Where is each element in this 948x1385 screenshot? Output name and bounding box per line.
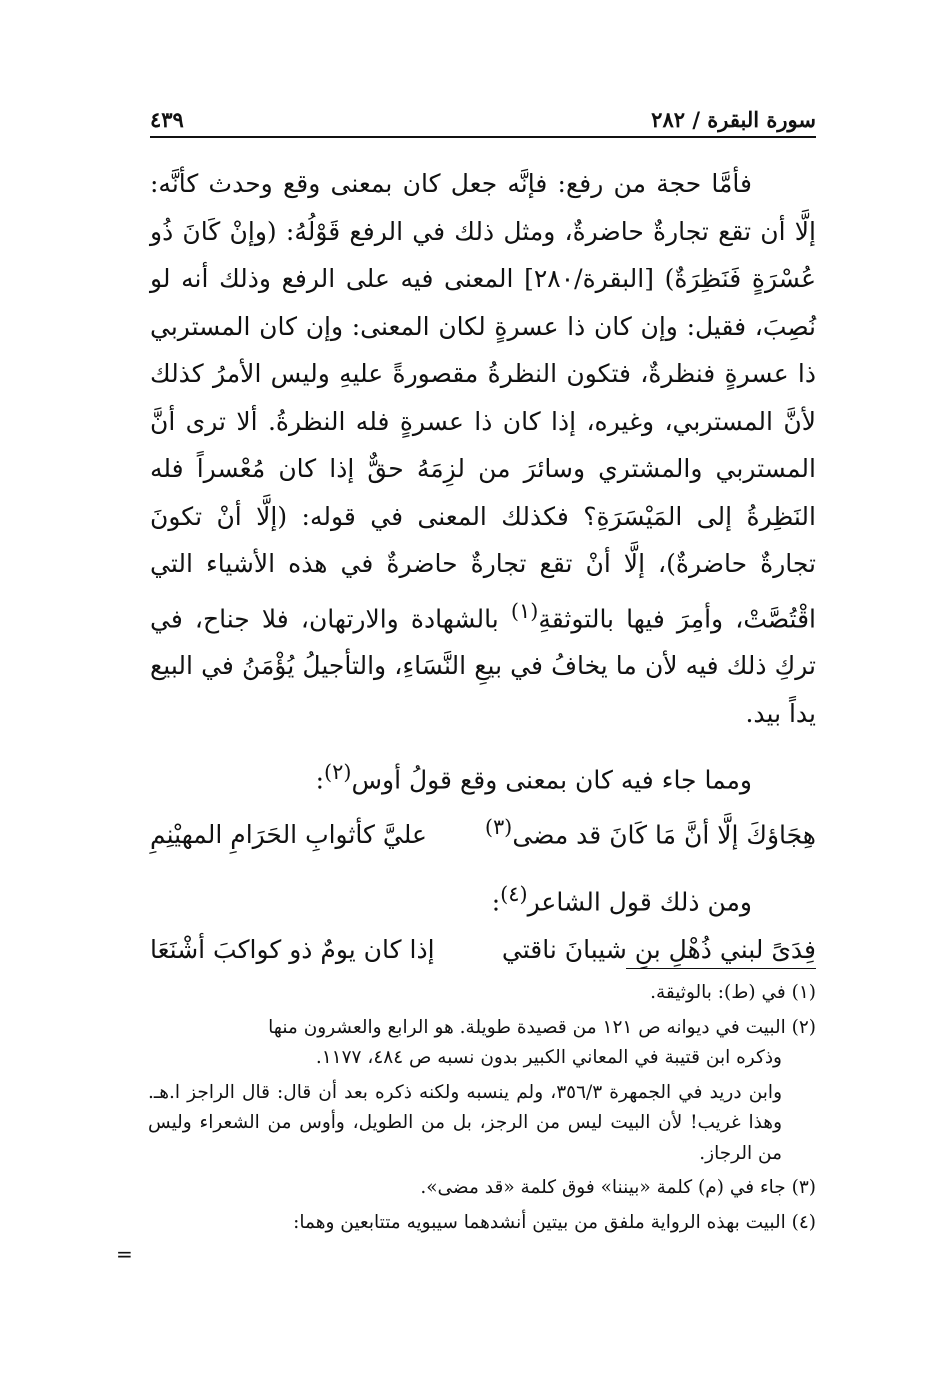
footnote-1: (١) في (ط): بالوثيقة. xyxy=(650,982,816,1003)
header-divider xyxy=(150,136,816,138)
main-text xyxy=(150,160,816,973)
paragraph-2 xyxy=(150,749,816,804)
verse-2-hemistich-2: إذا كان يومٌ ذو كواكبَ أشْنَعَا xyxy=(150,934,435,964)
paragraph-1-end: بالشهادة والارتهان، فلا جناح، في تركِ ذلك فيه لأن ما يخافُ في بيعِ النَّسَاءِ، والتأجيلُ يُؤْمَنُ في البيع يداً بيد. xyxy=(150,603,816,728)
page-number: ٤٣٩ xyxy=(150,107,184,132)
paragraph-3 xyxy=(150,871,816,926)
footnote-divider xyxy=(626,968,816,969)
footnote-ref-1: (١) xyxy=(510,598,539,623)
footnote-ref-2: (٢) xyxy=(324,760,352,785)
footnote-ref-4: (٤) xyxy=(500,881,528,906)
paragraph-1-text: فأمَّا حجة من رفع: فإنَّه جعل كان بمعنى وقع وحدث كأنَّه: إلَّا أن تقع تجارةٌ حاضرةٌ، ومثل ذلك في الرفع قَوْلُهُ: (وإنْ كَانَ ذُو عُسْرَةٍ فَنَظِرَةٌ) [البقرة/٢٨٠] المعنى فيه على الرفع وذلك أنه لو نُصِبَ، فقيل: وإن كان ذا عسرةٍ لكان المعنى: وإن كان المستربي ذا عسرةٍ فنظرةٌ، فتكون النظرةُ مقصورةً عليهِ وليس الأمرُ كذلك لأنَّ المستربي، وغيره، إذا كان ذا عسرةٍ فله النظرةُ. ألا ترى أنَّ المستربي والمشتري وسائرَ من لزِمَهُ حقٌّ إذا كان مُعْسراً فله النَظِرةُ إلى المَيْسَرَةِ؟ فكذلك المعنى في قوله: (إلَّا أنْ تكونَ تجارةٌ حاضرةٌ)، إلَّا أنْ تقع تجارةٌ حاضرةٌ في هذه الأشياء التي اقْتُصَّتْ، وأمِرَ فيها بالتوثقةِ xyxy=(150,169,816,633)
paragraph-2-text: ومما جاء فيه كان بمعنى وقع قولُ أوس xyxy=(351,765,752,795)
footnote-ref-3: (٣) xyxy=(484,815,513,840)
footnote-2-paragraph-2: وابن دريد في الجمهرة ٣٥٦/٣، ولم ينسبه ولكنه ذكره بعد أن قال: قال الراجز ا.هـ. وهذا غريب! لأن البيت ليس من الرجز، بل من الطويل، وأوس من الشعراء وليس من الرجاز. xyxy=(148,1081,783,1164)
verse-1-hemistich-1 xyxy=(485,804,816,859)
footnotes xyxy=(148,978,816,1238)
verse-1-hemistich-1-text: هِجَاؤكَ إلَّا أنَّ مَا كَانَ قد مضى xyxy=(512,820,816,850)
continuation-mark: = xyxy=(116,1242,133,1266)
running-header xyxy=(150,102,816,132)
verse-2-hemistich-1: فِدَىً لبني ذُهْلِ بنِ شيبانَ ناقتي xyxy=(501,934,816,964)
footnote-3: (٣) جاء في (م) كلمة «بيننا» فوق كلمة «قد مضى». xyxy=(420,1177,816,1198)
footnote-4: (٤) البيت بهذه الرواية ملفق من بيتين أنشدهما سيبويه متتابعين وهما: xyxy=(293,1211,816,1233)
paragraph-3-end: : xyxy=(491,887,501,917)
verse-1 xyxy=(150,804,816,859)
chapter-heading: سورة البقرة / ٢٨٢ xyxy=(651,107,816,132)
paragraph-1 xyxy=(150,160,816,737)
verse-1-hemistich-2: عليَّ كأثوابِ الحَرَامِ المهيْنِمِ xyxy=(150,820,427,850)
paragraph-3-text: ومن ذلك قول الشاعر xyxy=(527,887,752,917)
verse-2 xyxy=(150,926,816,974)
footnote-2-line-2: وذكره ابن قتيبة في المعاني الكبير بدون نسبه ص ٤٨٤، ١١٧٧. xyxy=(315,1047,782,1068)
footnote-2: (٢) البيت في ديوانه ص ١٢١ من قصيدة طويلة. هو الرابع والعشرون منها xyxy=(268,1016,816,1038)
paragraph-2-end: : xyxy=(315,765,325,795)
